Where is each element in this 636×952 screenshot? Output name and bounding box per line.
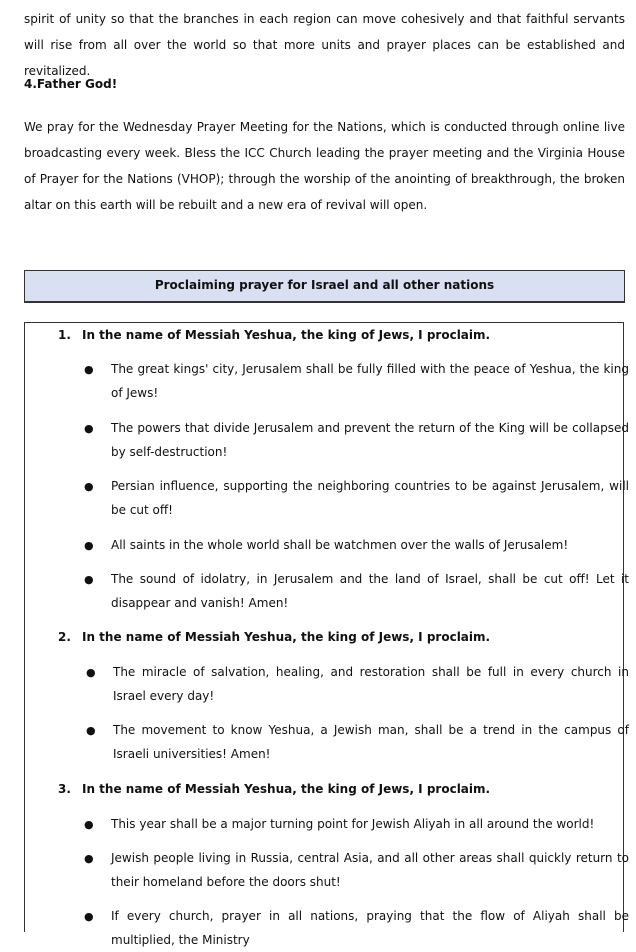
proclamation-number: 3. — [58, 782, 71, 796]
bullet-icon: ● — [84, 539, 94, 552]
section-heading: 4.Father God! — [24, 77, 118, 91]
box-title: Proclaiming prayer for Israel and all other nations — [154, 278, 495, 292]
list-item — [84, 846, 629, 894]
intro-paragraph: spirit of unity so that the branches in each region can move cohesively and that faithful servants will rise from all over the world so that more units and prayer places can be established and revitalized. — [24, 12, 625, 78]
bullet-icon: ● — [86, 666, 96, 679]
bullet-text: The miracle of salvation, healing, and restoration shall be full in every church in Israel every day! — [113, 665, 629, 703]
bullet-text: The great kings' city, Jerusalem shall be fully filled with the peace of Yeshua, the king of Jews! — [111, 362, 629, 400]
list-item — [84, 567, 629, 615]
section-paragraph: We pray for the Wednesday Prayer Meeting for the Nations, which is conducted through online live broadcasting every week. Bless the ICC Church leading the prayer meeting and the Virginia House of Prayer for the Nations (VHOP); through the worship of the anointing of breakthrough, the broken altar on this earth will be rebuilt and a new era of revival will open. — [24, 120, 625, 212]
proclamation-number: 1. — [58, 328, 71, 342]
list-item — [84, 904, 629, 952]
proclamation-heading — [58, 628, 490, 646]
list-item — [84, 474, 629, 522]
bullet-icon: ● — [84, 422, 94, 435]
proclamation-number: 2. — [58, 630, 71, 644]
proclamation-list-box — [24, 322, 624, 932]
bullet-text: This year shall be a major turning point for Jewish Aliyah in all around the world! — [111, 817, 595, 831]
bullet-icon: ● — [84, 852, 94, 865]
list-item — [84, 357, 629, 405]
bullet-text: Persian influence, supporting the neighboring countries to be against Jerusalem, will be cut off! — [111, 479, 629, 517]
bullet-text: All saints in the whole world shall be watchmen over the walls of Jerusalem! — [111, 538, 569, 552]
list-item — [84, 416, 629, 464]
bullet-text: The sound of idolatry, in Jerusalem and the land of Israel, shall be cut off! Let it disappear and vanish! Amen! — [111, 572, 629, 610]
title-box — [24, 270, 625, 303]
list-item — [86, 660, 629, 708]
list-item — [84, 812, 629, 836]
proclamation-heading — [58, 780, 490, 798]
list-item — [86, 718, 629, 766]
bullet-icon: ● — [84, 818, 94, 831]
bullet-text: The movement to know Yeshua, a Jewish man, shall be a trend in the campus of Israeli universities! Amen! — [113, 723, 629, 761]
proclamation-heading — [58, 326, 490, 344]
list-item — [84, 533, 629, 557]
proclamation-text: In the name of Messiah Yeshua, the king of Jews, I proclaim. — [82, 782, 491, 796]
proclamation-text: In the name of Messiah Yeshua, the king of Jews, I proclaim. — [82, 630, 491, 644]
bullet-text: The powers that divide Jerusalem and prevent the return of the King will be collapsed by self-destruction! — [111, 421, 629, 459]
bullet-icon: ● — [84, 573, 94, 586]
bullet-icon: ● — [84, 480, 94, 493]
bullet-icon: ● — [84, 910, 94, 923]
bullet-icon: ● — [86, 724, 96, 737]
bullet-text: Jewish people living in Russia, central Asia, and all other areas shall quickly return to their homeland before the doors shut! — [111, 851, 629, 889]
proclamation-text: In the name of Messiah Yeshua, the king of Jews, I proclaim. — [82, 328, 491, 342]
bullet-icon: ● — [84, 363, 94, 376]
bullet-text: If every church, prayer in all nations, praying that the flow of Aliyah shall be multiplied, the Ministry — [111, 909, 629, 947]
